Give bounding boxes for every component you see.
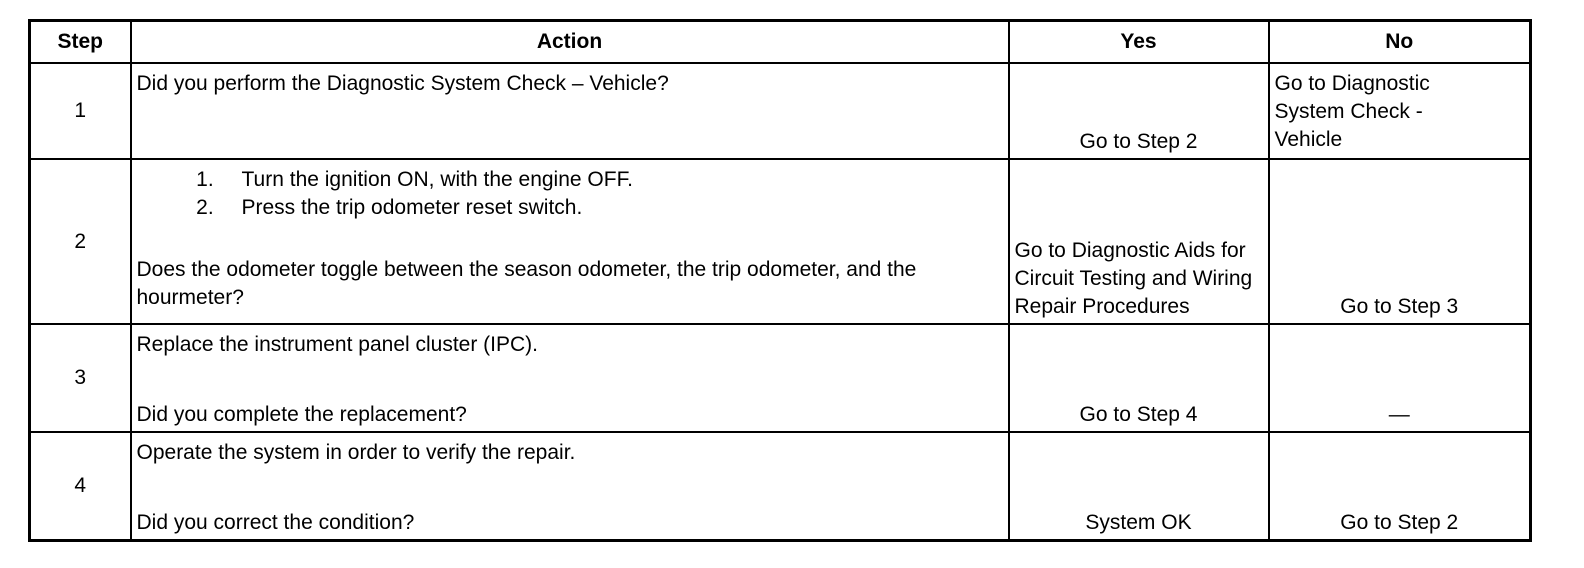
table-row-step-3: [30, 324, 1531, 432]
header-yes: Yes: [1009, 21, 1269, 64]
no-cell: Go to Step 3: [1269, 159, 1531, 324]
action-cell: [131, 324, 1009, 432]
action-question: Does the odometer toggle between the season odometer, the trip odometer, and the hourmeter?: [136, 258, 917, 309]
action-question: Did you complete the replacement?: [136, 403, 467, 426]
step-number: 4: [30, 432, 131, 540]
no-cell: Go to Diagnostic System Check - Vehicle: [1269, 63, 1531, 159]
table-row-step-2: [30, 159, 1531, 324]
step-number: 1: [30, 63, 131, 159]
diagnostic-table: [28, 19, 1532, 542]
action-question: Did you correct the condition?: [136, 511, 415, 534]
no-cell: Go to Step 2: [1269, 432, 1531, 540]
yes-cell: Go to Diagnostic Aids for Circuit Testing and Wiring Repair Procedures: [1009, 159, 1269, 324]
substep-list: [137, 166, 1003, 222]
action-question: Did you perform the Diagnostic System Check – Vehicle?: [136, 72, 669, 95]
table-row-step-4: [30, 432, 1531, 540]
step-number: 3: [30, 324, 131, 432]
header-action: Action: [131, 21, 1009, 64]
table-row-step-1: [30, 63, 1531, 159]
substep-item: 1. Turn the ignition ON, with the engine OFF.: [220, 166, 1003, 194]
header-row: [30, 21, 1531, 64]
header-step: Step: [30, 21, 131, 64]
substep-item: 2. Press the trip odometer reset switch.: [220, 194, 1003, 222]
header-no: No: [1269, 21, 1531, 64]
action-instruction: Operate the system in order to verify the repair.: [136, 441, 576, 464]
action-cell: [131, 63, 1009, 159]
action-instruction: Replace the instrument panel cluster (IPC).: [136, 333, 539, 356]
yes-cell: System OK: [1009, 432, 1269, 540]
no-cell: —: [1269, 324, 1531, 432]
action-cell: [131, 432, 1009, 540]
action-cell: [131, 159, 1009, 324]
step-number: 2: [30, 159, 131, 324]
yes-cell: Go to Step 2: [1009, 63, 1269, 159]
yes-cell: Go to Step 4: [1009, 324, 1269, 432]
